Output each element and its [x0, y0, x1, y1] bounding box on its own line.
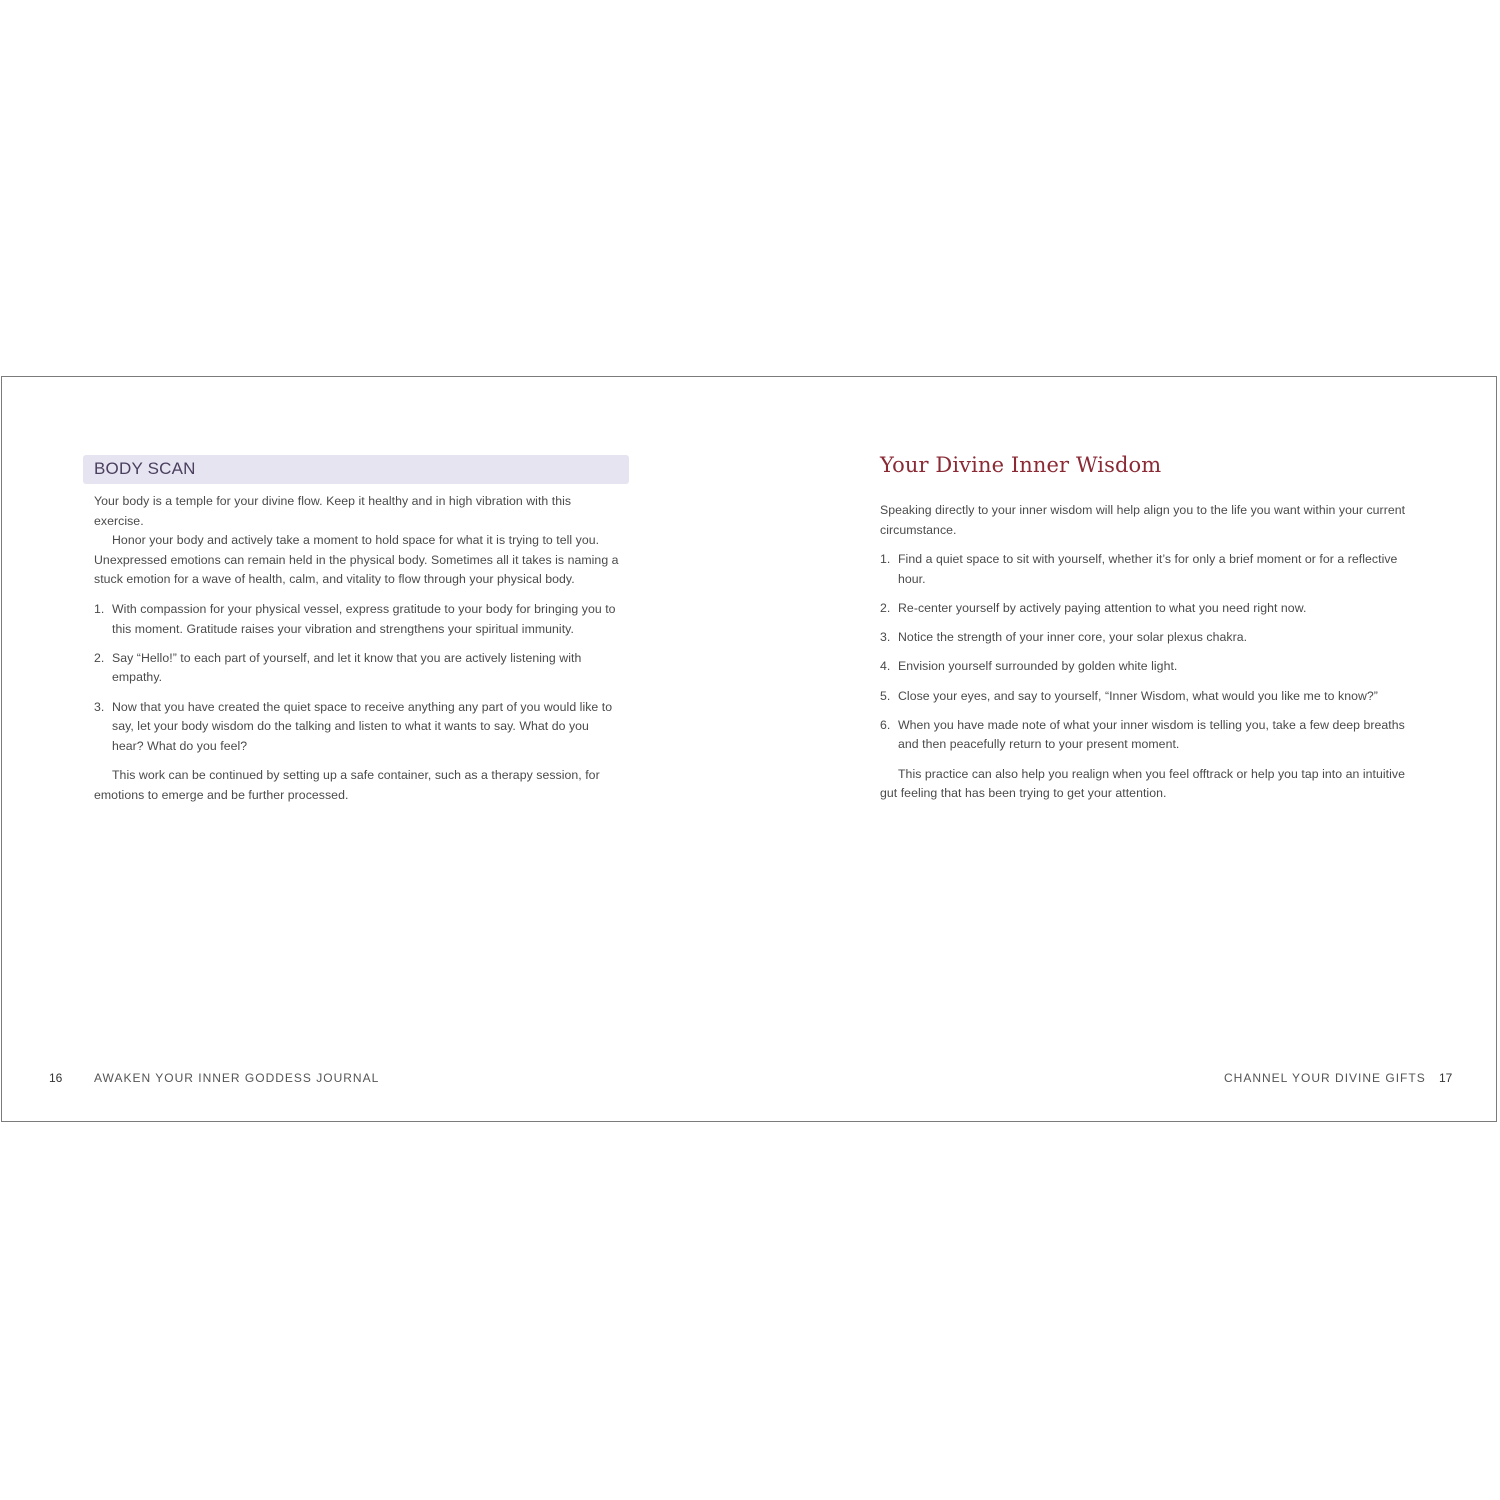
left-page-body — [94, 492, 624, 805]
list-item — [880, 716, 1410, 755]
closing-paragraph: This work can be continued by setting up a safe container, such as a therapy session, for emotions to emerge and be further processed. — [94, 767, 600, 802]
right-page-body — [880, 501, 1410, 804]
closing-paragraph: This practice can also help you realign when you feel offtrack or help you tap into an intuitive gut feeling that has been trying to get your attention. — [880, 766, 1405, 801]
step-number: 2. — [880, 600, 891, 615]
list-item — [880, 599, 1410, 619]
step-text: Find a quiet space to sit with yourself, whether it’s for only a brief moment or for a reflective hour. — [898, 552, 1398, 586]
step-number: 4. — [880, 659, 891, 674]
intro-paragraph: Your body is a temple for your divine flow. Keep it healthy and in high vibration with this exercise. — [94, 494, 572, 528]
page-number: 16 — [49, 1071, 63, 1085]
page-number: 17 — [1439, 1071, 1453, 1085]
page-title: Your Divine Inner Wisdom — [880, 453, 1162, 477]
list-item — [94, 698, 624, 757]
list-item — [880, 657, 1410, 677]
running-head: CHANNEL YOUR DIVINE GIFTS — [1224, 1071, 1426, 1085]
step-number: 1. — [880, 552, 891, 567]
step-text: Notice the strength of your inner core, your solar plexus chakra. — [898, 630, 1248, 645]
intro-paragraph-2: Honor your body and actively take a moment to hold space for what it is trying to tell you. Unexpressed emotions can remain held in the physical body. Sometimes all it takes is naming a stuck emotion for a wave of health, calm, and vitality to flow through your physical body. — [94, 533, 619, 587]
list-item — [880, 550, 1410, 589]
step-number: 3. — [94, 699, 105, 714]
section-title-bar — [83, 455, 629, 484]
section-title: BODY SCAN — [94, 459, 196, 478]
list-item — [94, 649, 624, 688]
left-page — [2, 377, 750, 1121]
list-item — [94, 600, 624, 639]
step-text: Re-center yourself by actively paying attention to what you need right now. — [898, 600, 1307, 615]
step-number: 6. — [880, 717, 891, 732]
step-text: Now that you have created the quiet space to receive anything any part of you would like to say, let your body wisdom do the talking and listen to what it wants to say. What do you hear? What do you feel? — [112, 699, 613, 753]
running-head: AWAKEN YOUR INNER GODDESS JOURNAL — [94, 1071, 380, 1085]
right-page — [750, 377, 1498, 1121]
step-number: 2. — [94, 650, 105, 665]
step-text: Envision yourself surrounded by golden white light. — [898, 659, 1178, 674]
list-item — [880, 628, 1410, 648]
step-number: 5. — [880, 688, 891, 703]
list-item — [880, 687, 1410, 707]
body-scan-steps — [94, 600, 624, 756]
step-text: With compassion for your physical vessel, express gratitude to your body for bringing you to this moment. Gratitude raises your vibration and strengthens your spiritual immunity. — [112, 601, 616, 636]
inner-wisdom-steps — [880, 550, 1410, 755]
step-number: 1. — [94, 601, 105, 616]
book-spread — [1, 376, 1497, 1122]
step-text: Say “Hello!” to each part of yourself, and let it know that you are actively listening with empathy. — [112, 650, 582, 685]
step-text: Close your eyes, and say to yourself, “Inner Wisdom, what would you like me to know?” — [898, 688, 1378, 703]
intro-paragraph: Speaking directly to your inner wisdom will help align you to the life you want within your current circumstance. — [880, 503, 1406, 537]
step-text: When you have made note of what your inner wisdom is telling you, take a few deep breaths and then peacefully return to your present moment. — [898, 717, 1405, 752]
step-number: 3. — [880, 630, 891, 645]
